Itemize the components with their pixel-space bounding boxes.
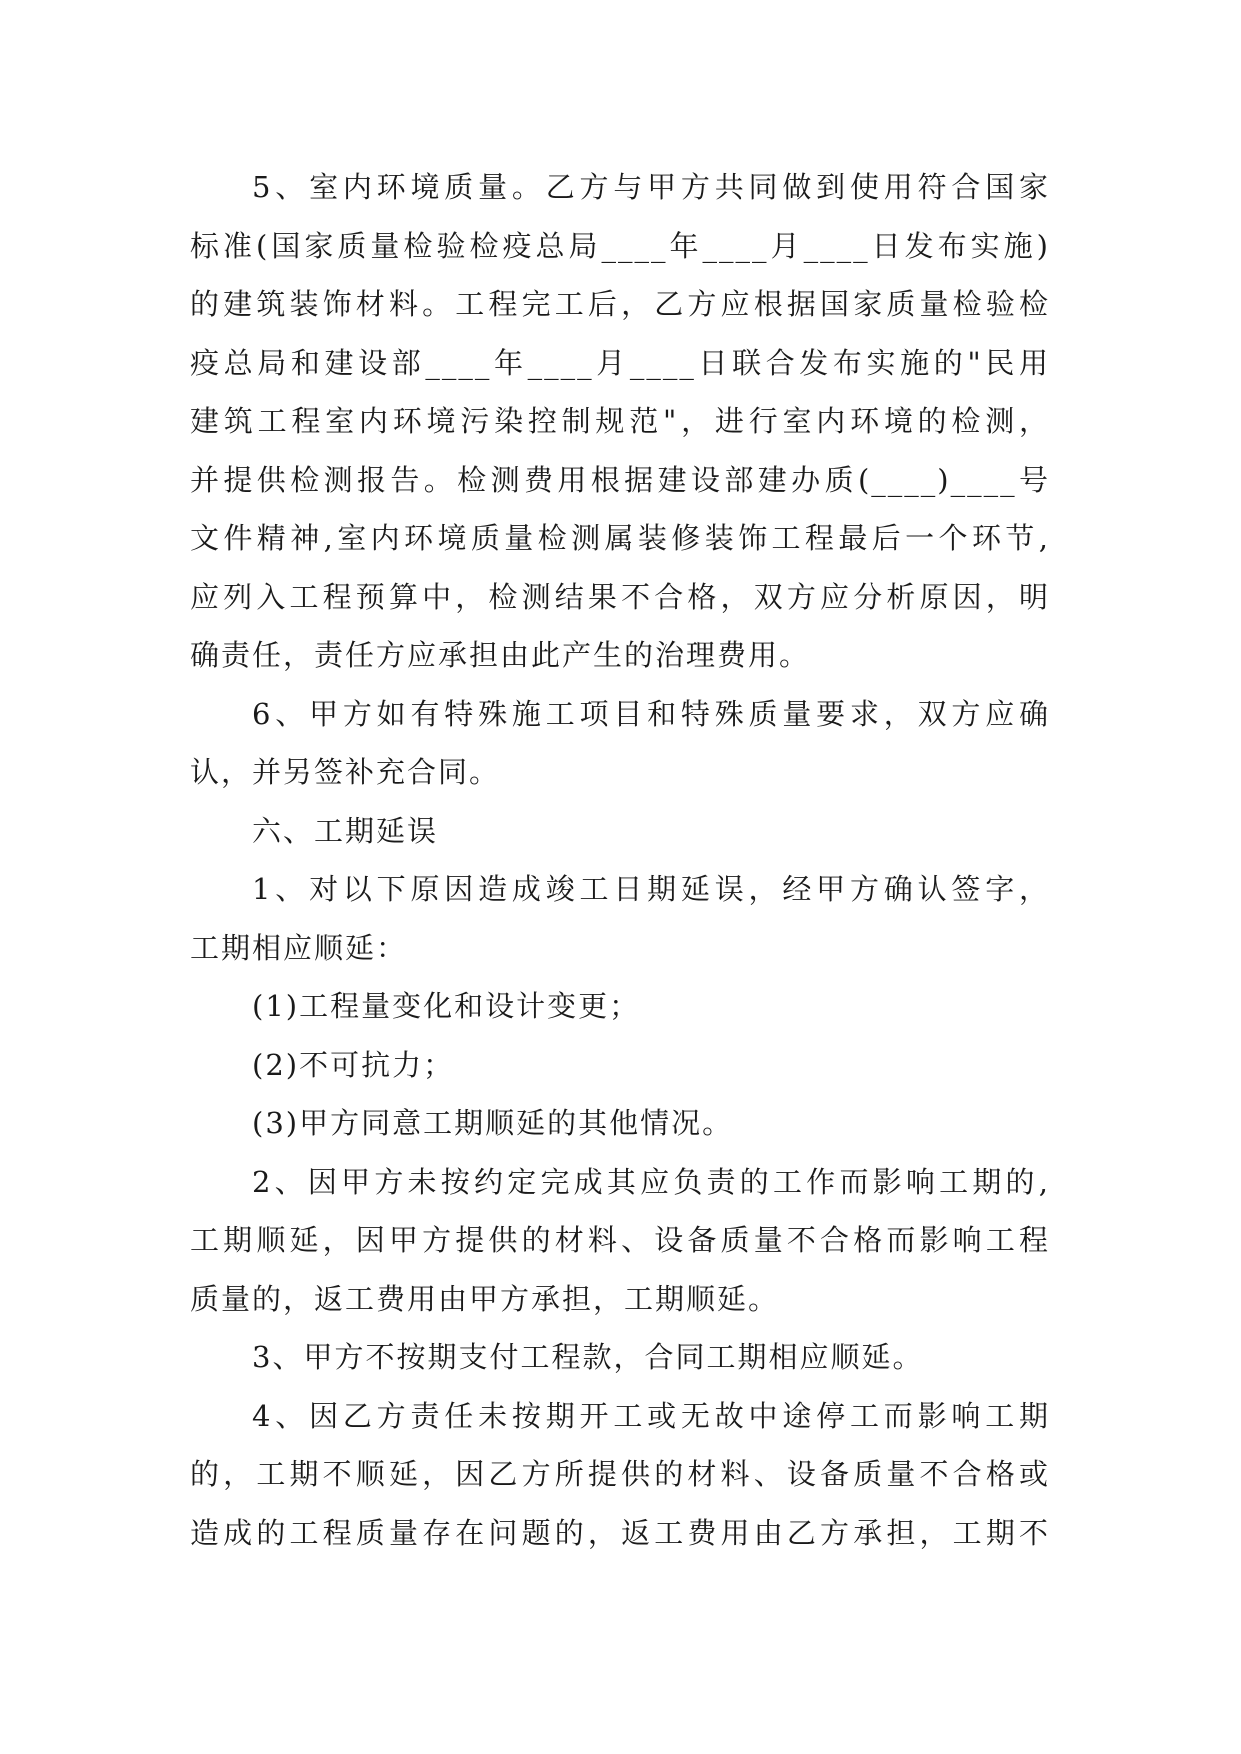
text-line: 工期顺延，因甲方提供的材料、设备质量不合格而影响工程: [190, 1223, 1050, 1257]
text-line: (1)工程量变化和设计变更；: [252, 989, 641, 1023]
text-line: 2、因甲方未按约定完成其应负责的工作而影响工期的,: [252, 1164, 1050, 1199]
text-line: 3、甲方不按期支付工程款，合同工期相应顺延。: [252, 1340, 924, 1374]
text-line: 六、工期延误: [252, 813, 439, 848]
text-line: 标准(国家质量检验检疫总局____年____月____日发布实施): [190, 228, 1050, 263]
text-line: 1、对以下原因造成竣工日期延误，经甲方确认签字，: [252, 872, 1050, 906]
text-line: 质量的，返工费用由甲方承担，工期顺延。: [190, 1281, 780, 1316]
text-line: 并提供检测报告。检测费用根据建设部建办质(____)____号: [190, 462, 1050, 497]
text-line: 6、甲方如有特殊施工项目和特殊质量要求，双方应确: [252, 696, 1050, 731]
text-lines: [190, 158, 1050, 1562]
text-line: 建筑工程室内环境污染控制规范"，进行室内环境的检测，: [190, 404, 1050, 438]
text-line: 应列入工程预算中，检测结果不合格，双方应分析原因，明: [190, 579, 1050, 614]
text-line: 4、因乙方责任未按期开工或无故中途停工而影响工期: [252, 1398, 1050, 1433]
text-line: 确责任，责任方应承担由此产生的治理费用。: [190, 638, 811, 672]
text-line: 的建筑装饰材料。工程完工后，乙方应根据国家质量检验检: [190, 287, 1050, 321]
text-line: 造成的工程质量存在问题的，返工费用由乙方承担，工期不: [190, 1515, 1050, 1550]
contract-text-body: [190, 158, 1050, 1562]
text-line: (2)不可抗力；: [252, 1047, 455, 1082]
text-line: 5、室内环境质量。乙方与甲方共同做到使用符合国家: [252, 170, 1050, 204]
text-line: 工期相应顺延：: [190, 930, 408, 965]
text-line: (3)甲方同意工期顺延的其他情况。: [252, 1106, 734, 1140]
text-line: 疫总局和建设部____年____月____日联合发布实施的"民用: [190, 345, 1050, 380]
text-line: 文件精神,室内环境质量检测属装修装饰工程最后一个环节,: [190, 521, 1050, 555]
text-line: 的，工期不顺延，因乙方所提供的材料、设备质量不合格或: [190, 1457, 1050, 1491]
text-line: 认，并另签补充合同。: [190, 755, 501, 789]
